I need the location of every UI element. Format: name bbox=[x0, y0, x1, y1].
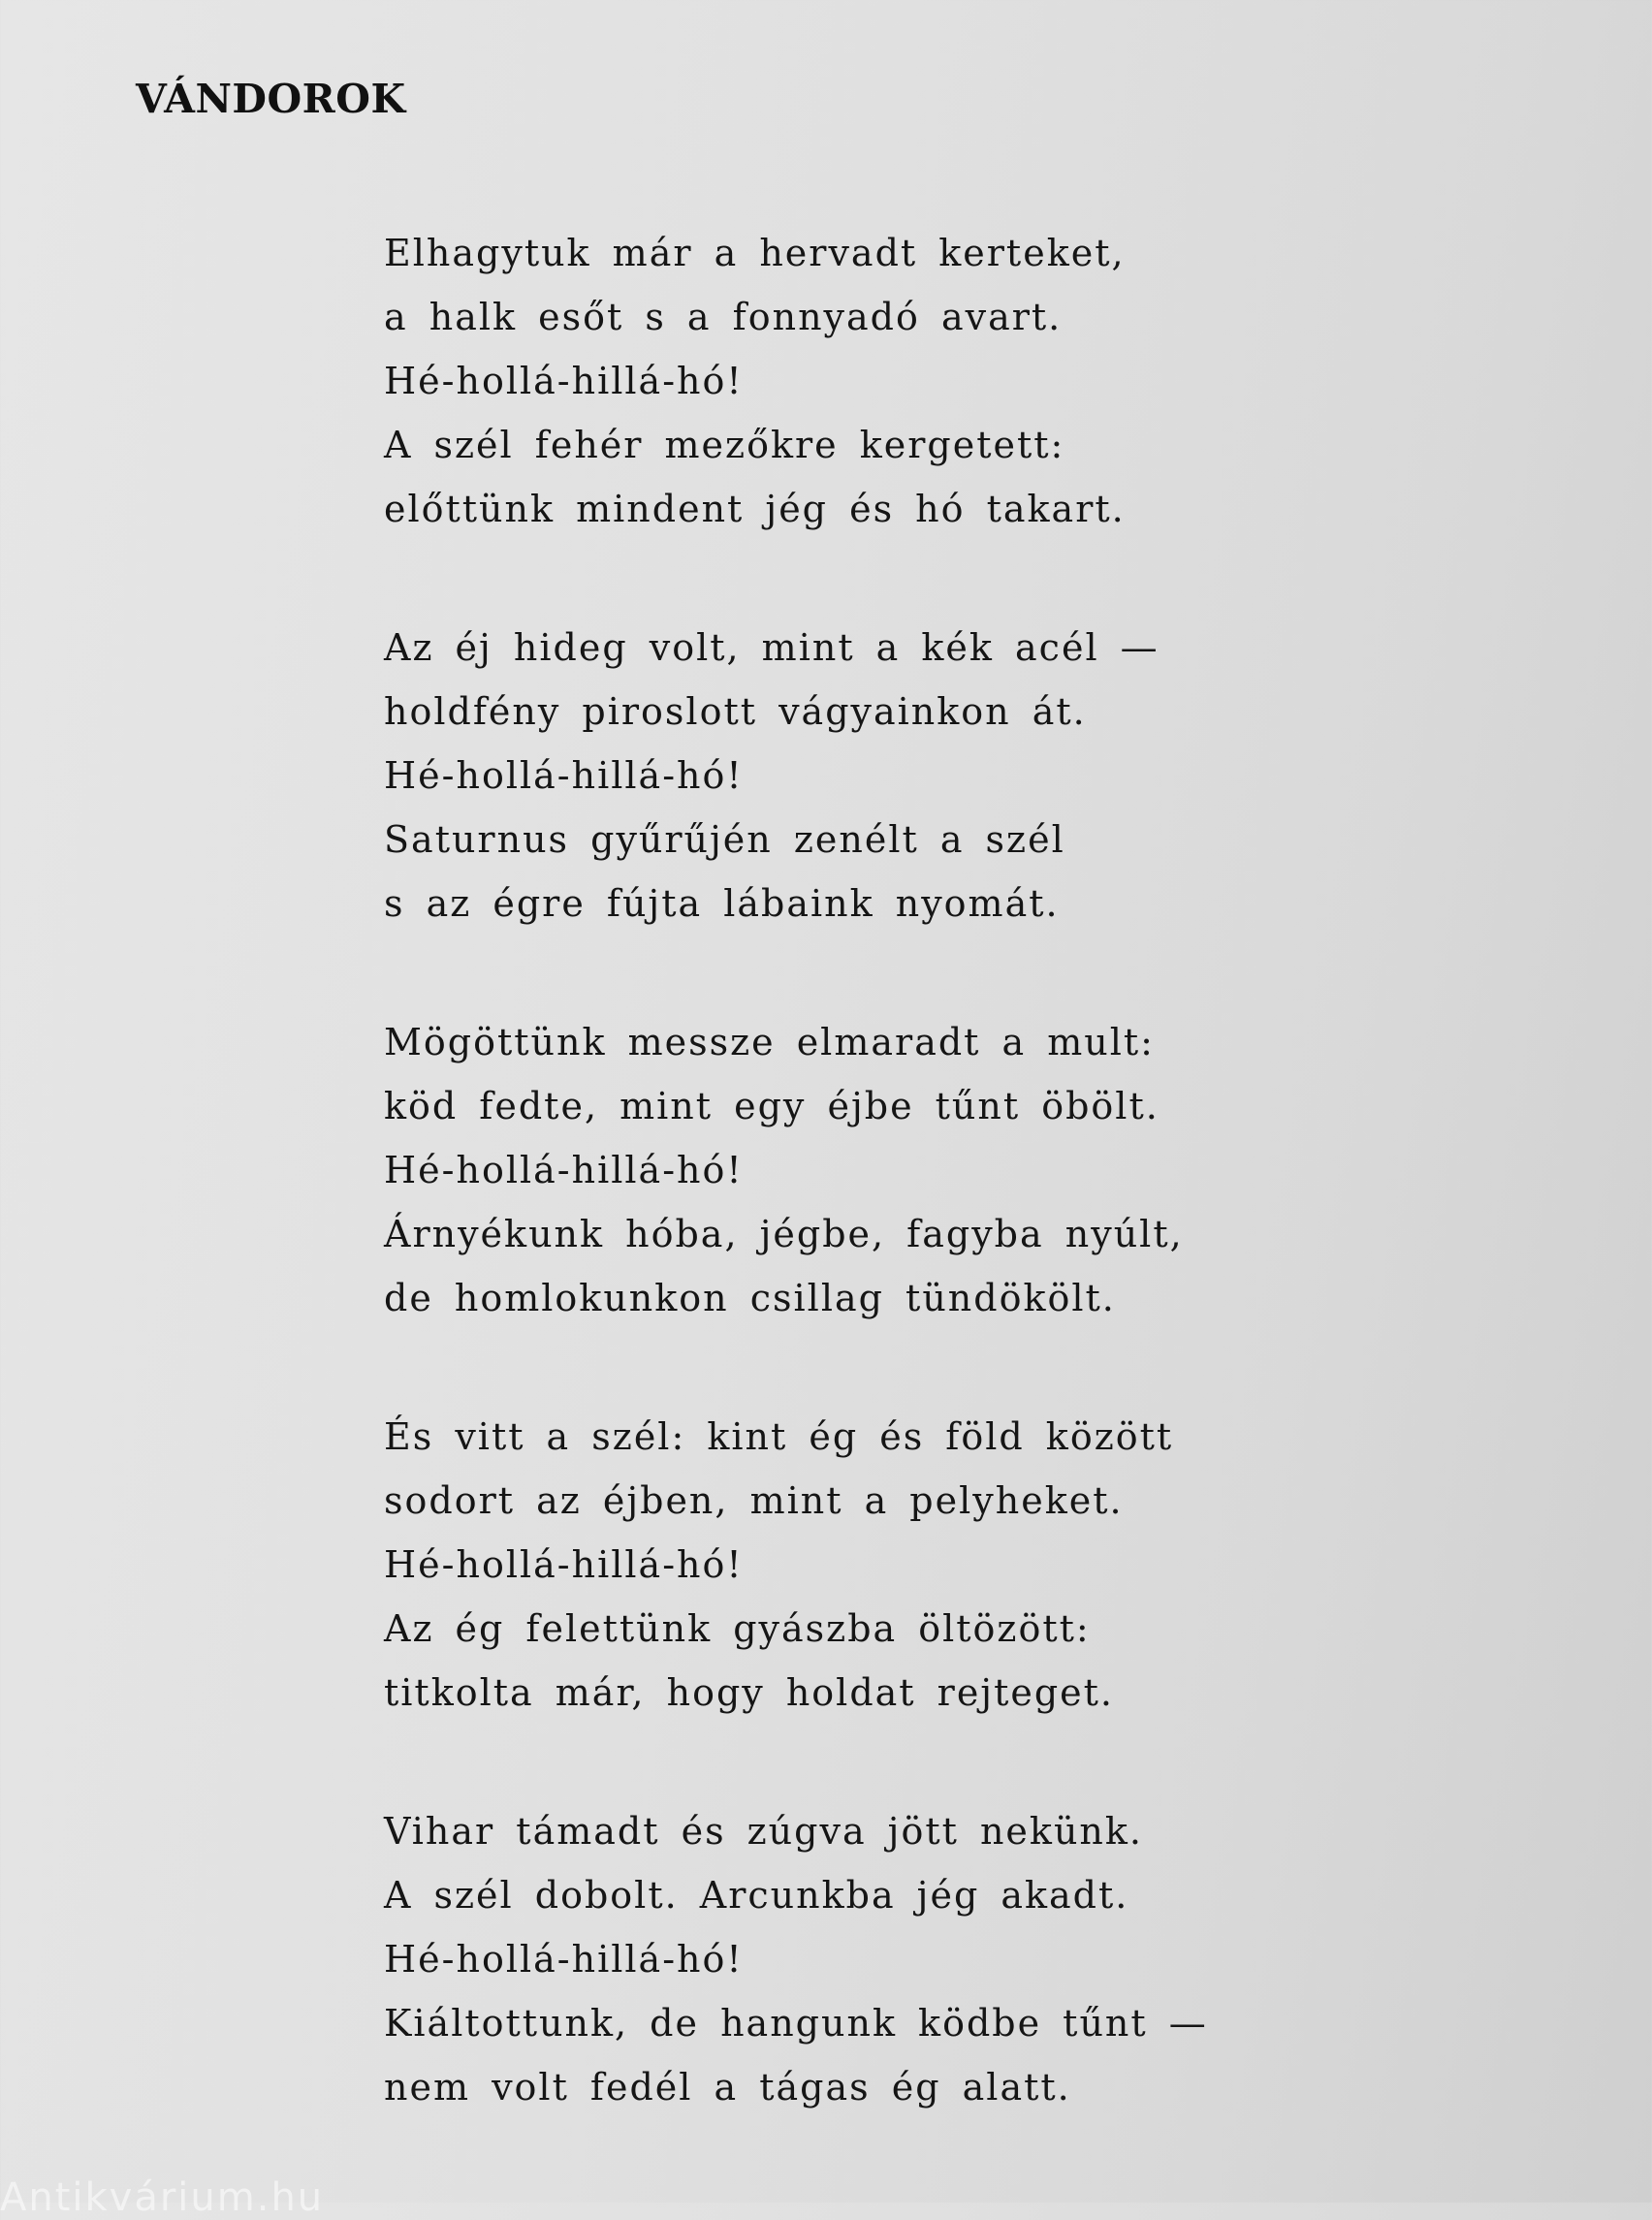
poem-title: VÁNDOROK bbox=[136, 76, 406, 122]
stanza-3 bbox=[384, 1010, 1353, 1330]
poem-line: sodort az éjben, mint a pelyheket. bbox=[384, 1479, 1124, 1522]
poem-line: köd fedte, mint egy éjbe tűnt öbölt. bbox=[384, 1085, 1160, 1127]
poem-line: titkolta már, hogy holdat rejteget. bbox=[384, 1671, 1115, 1714]
stanza-1 bbox=[384, 221, 1353, 541]
poem-line: Saturnus gyűrűjén zenélt a szél bbox=[384, 818, 1065, 861]
stanza-2 bbox=[384, 616, 1353, 936]
poem-body bbox=[384, 221, 1353, 2194]
watermark: Antikvárium.hu bbox=[0, 2175, 325, 2220]
poem-line: Az ég felettünk gyászba öltözött: bbox=[384, 1607, 1091, 1650]
poem-line: Vihar támadt és zúgva jött nekünk. bbox=[384, 1810, 1144, 1853]
poem-line: Elhagytuk már a hervadt kerteket, bbox=[384, 232, 1126, 274]
poem-line: Hé-hollá-hillá-hó! bbox=[384, 1938, 744, 1981]
stanza-5 bbox=[384, 1799, 1353, 2119]
poem-line: A szél fehér mezőkre kergetett: bbox=[384, 424, 1065, 466]
poem-line: s az égre fújta lábaink nyomát. bbox=[384, 882, 1060, 925]
poem-line: Mögöttünk messze elmaradt a mult: bbox=[384, 1021, 1155, 1063]
poem-line: de homlokunkon csillag tündökölt. bbox=[384, 1277, 1116, 1319]
poem-line: a halk esőt s a fonnyadó avart. bbox=[384, 296, 1063, 338]
poem-line: A szél dobolt. Arcunkba jég akadt. bbox=[384, 1874, 1129, 1917]
poem-line: Hé-hollá-hillá-hó! bbox=[384, 360, 744, 402]
poem-line: holdfény piroslott vágyainkon át. bbox=[384, 690, 1087, 733]
poem-line: Hé-hollá-hillá-hó! bbox=[384, 1543, 744, 1586]
poem-line: nem volt fedél a tágas ég alatt. bbox=[384, 2066, 1071, 2109]
poem-line: Az éj hideg volt, mint a kék acél — bbox=[384, 626, 1160, 669]
poem-line: És vitt a szél: kint ég és föld között bbox=[384, 1415, 1174, 1458]
poem-line: Árnyékunk hóba, jégbe, fagyba nyúlt, bbox=[384, 1213, 1184, 1255]
stanza-4 bbox=[384, 1405, 1353, 1725]
poem-line: előttünk mindent jég és hó takart. bbox=[384, 488, 1126, 530]
poem-line: Kiáltottunk, de hangunk ködbe tűnt — bbox=[384, 2002, 1208, 2045]
poem-line: Hé-hollá-hillá-hó! bbox=[384, 754, 744, 797]
poem-line: Hé-hollá-hillá-hó! bbox=[384, 1149, 744, 1191]
